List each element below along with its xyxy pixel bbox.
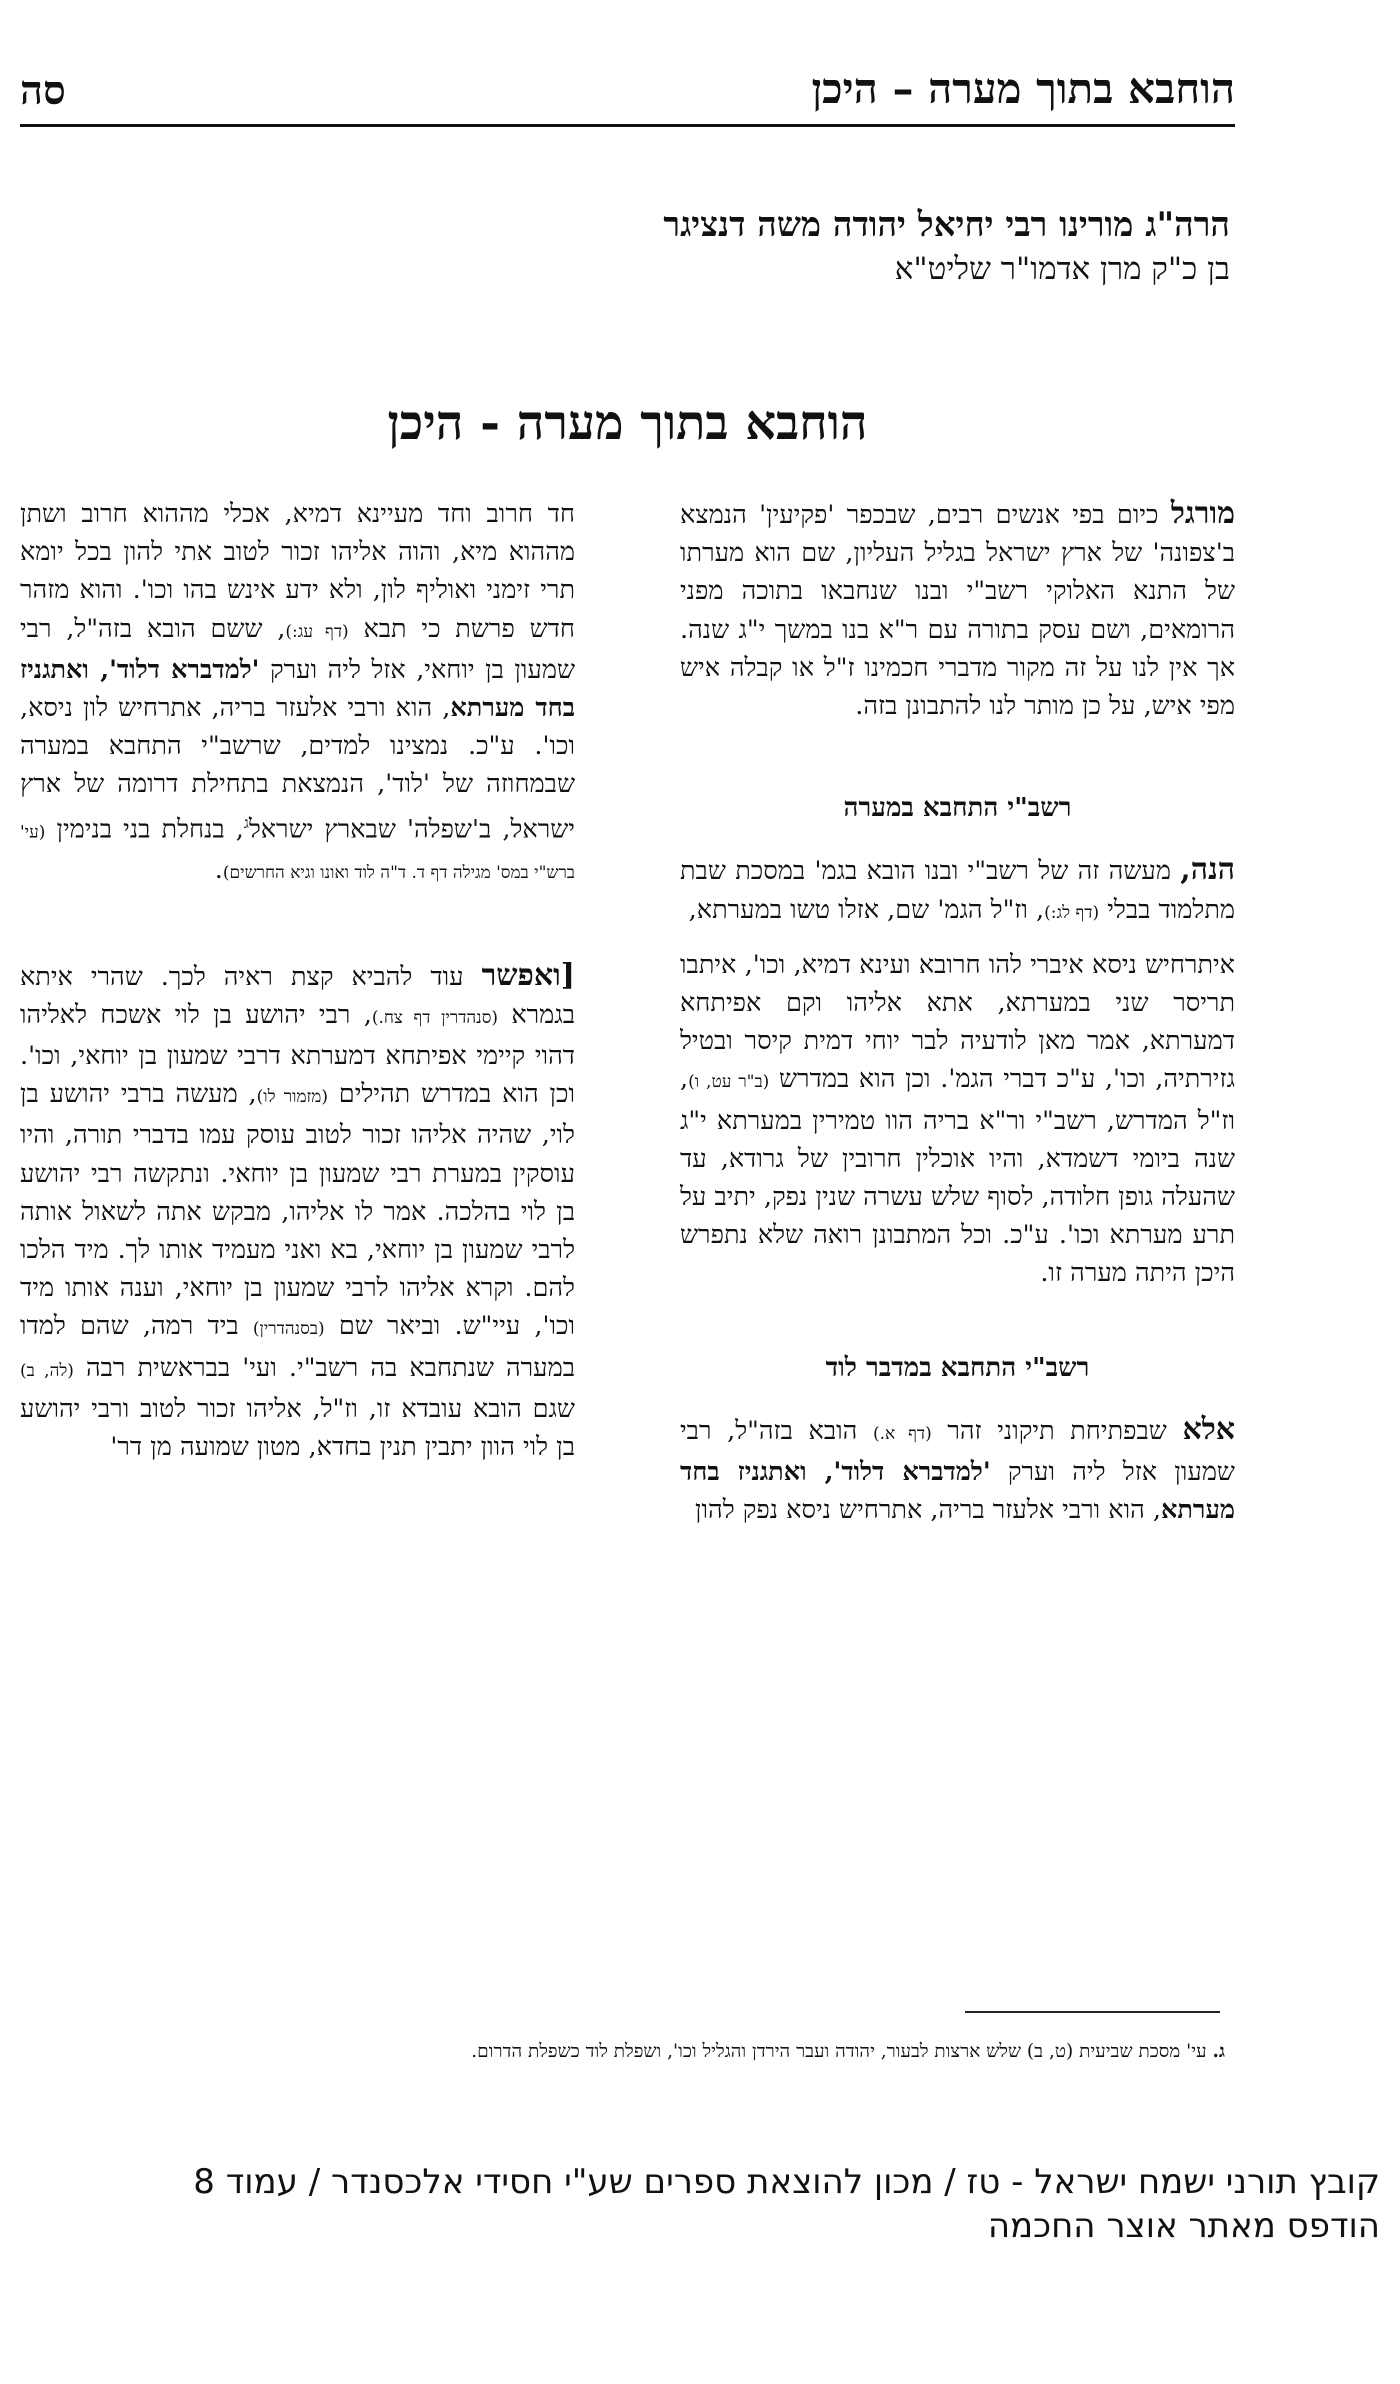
footnote-text: עי' מסכת שביעית (ט, ב) שלש ארצות לבעור, יהודה ועבר הירדן והגליל וכו', ושפלת לוד כשפלת הדרום. xyxy=(471,2041,1213,2062)
source-reference: (דף עג:) xyxy=(285,621,349,642)
footnote-marker: ג xyxy=(243,813,249,832)
paragraph-text: , ששם הובא בזה"ל, רבי שמעון בן יוחאי, אזל ליה וערק xyxy=(20,613,575,685)
footnote-marker: ג. xyxy=(1212,2041,1225,2062)
lead-word: הנה, xyxy=(1180,852,1235,888)
colophon-line-source: קובץ תורני ישמח ישראל - טז / מכון להוצאת ספרים שע"י חסידי אלכסנדר / עמוד 8 xyxy=(193,2162,1380,2202)
source-reference: (עי' ברש"י במס' מגילה דף ד. ד"ה לוד ואונו וגיא החרשים) xyxy=(20,822,575,884)
section-heading: רשב"י התחבא במערה xyxy=(843,793,1072,824)
bracket-mark: [ xyxy=(560,957,575,993)
paragraph-text: ביד רמה, שהם למדו במערה שנתחבא בה רשב"י. ועי' בבראשית רבה xyxy=(20,1311,576,1383)
right-column xyxy=(680,495,1235,1529)
left-column xyxy=(20,495,575,1466)
paragraph-text: חד חרוב וחד מעיינא דמיא, אכלי מההוא חרוב ושתן מההוא מיא, והוה אליהו זכור לטוב אתי להון בכל יומא תרי זימני ואוליף לון, ולא ידע אינש בהו וכו'. והוא מזהר חדש פרשת כי תבא xyxy=(20,499,575,644)
article-title: הוחבא בתוך מערה - היכן xyxy=(387,395,868,451)
lead-word: אלא xyxy=(1182,1411,1235,1447)
lead-word: מורגל xyxy=(1170,496,1235,531)
paragraph-text: . xyxy=(214,855,223,886)
source-reference: (מזמור לו) xyxy=(256,1087,328,1108)
section-heading: רשב"י התחבא במדבר לוד xyxy=(825,1352,1090,1383)
running-header xyxy=(20,62,1235,127)
bracketed-paragraph xyxy=(20,957,575,1467)
bold-quote: 'למדברא דלוד', ואתגניז בחד מערתא xyxy=(20,654,575,724)
colophon-line-printed: הודפס מאתר אוצר החכמה xyxy=(987,2206,1380,2246)
paragraph-text: , וז"ל המדרש, רשב"י ור"א בריה הוו טמירין במערתא י"ג שנה ביומי דשמדא, והיו אוכלין חרובין של גרודא, עד שהעלה גופן חלודה, לסוף שלש עשרה שנין נפק, יתיב על תרע מערתא וכו'. ע"כ. וכל המתבונן רואה שלא נתפרש היכן היתה מערה זו. xyxy=(680,1064,1235,1289)
source-reference: (סנהדרין דף צח.) xyxy=(371,1007,498,1028)
paragraph-text: שבפתיחת תיקוני זהר xyxy=(931,1415,1183,1446)
lead-word: ואפשר xyxy=(481,957,561,993)
continued-paragraph xyxy=(20,495,575,893)
source-reference: (בסנהדרין) xyxy=(252,1319,325,1340)
paragraph-text: , בנחלת בני בנימין xyxy=(45,814,244,845)
section1-paragraph xyxy=(680,851,1235,931)
quote-paragraph xyxy=(680,946,1235,1293)
footnote-divider xyxy=(965,2011,1220,2013)
author-subtitle: בן כ"ק מרן אדמו"ר שליט"א xyxy=(894,251,1230,287)
author-block xyxy=(230,205,1230,287)
author-name: הרה"ג מורינו רבי יחיאל יהודה משה דנציגר xyxy=(663,205,1230,245)
section2-paragraph xyxy=(680,1411,1235,1530)
paragraph-text: כיום בפי אנשים רבים, שבכפר 'פקיעין' הנמצא ב'צפונה' של ארץ ישראל בגליל העליון, שם הוא מערתו של התנא האלוקי רשב"י ובנו שנחבאו בתוכה מפני הרומאים, ושם עסק בתורה עם ר"א בנו במשך י"ג שנה. אך אין לנו על זה מקור מדברי חכמינו ז"ל או קבלה איש מפי איש, על כן מותר לנו להתבונן בזה. xyxy=(680,500,1235,722)
paragraph-text: , הוא ורבי אלעזר בריה, אתרחיש ניסא נפק להון xyxy=(695,1495,1161,1526)
paragraph-text: , רבי יהושע בן לוי אשכח לאליהו דהוי קיימי אפיתחא דמערתא דרבי שמעון בן יוחאי, וכו'. וכן הוא במדרש תהילים xyxy=(20,999,575,1110)
paragraph-text: עוד להביא קצת ראיה לכך. שהרי איתא בגמרא xyxy=(20,961,575,1030)
paragraph-text: הובא בזה"ל, רבי שמעון אזל ליה וערק xyxy=(680,1415,1235,1488)
source-reference: (לה, ב) xyxy=(20,1360,74,1381)
source-reference: (ב"ר עט, ו) xyxy=(688,1072,770,1093)
page-number: סה xyxy=(20,67,66,114)
intro-paragraph xyxy=(680,495,1235,725)
paragraph-text: מעשה זה של רשב"י ובנו הובא בגמ' במסכת שבת מתלמוד בבלי xyxy=(680,856,1235,925)
source-reference: (דף א.) xyxy=(872,1423,932,1444)
paragraph-text: איתרחיש ניסא איברי להו חרובא ועינא דמיא, וכו', איתבו תריסר שני במערתא, אתא אליהו וקם אפיתחא דמערתא, אמר מאן לודעיה לבר יוחי דמית קיסר ובטיל גזירתיה, וכו', ע"כ דברי הגמ'. וכן הוא במדרש xyxy=(680,949,1236,1095)
footnote xyxy=(65,2035,1225,2069)
paragraph-gap xyxy=(20,893,575,957)
paragraph-text: שגם הובא עובדא זו, וז"ל, אליהו זכור לטוב ורבי יהושע בן לוי הוון יתבין תנין בחדא, מטון שמועה מן דר' xyxy=(20,1393,575,1462)
paragraph-text: , מעשה ברבי יהושע בן לוי, שהיה אליהו זכור לטוב עוסק עמו בדברי תורה, והיו עוסקין במערת רבי שמעון בן יוחאי. ונתקשה רבי יהושע בן לוי בהלכה. אמר לו אליהו, מבקש אתה לשאול אותה לרבי שמעון בן יוחאי, בא ואני מעמיד אותו לך. מיד הלכו להם. וקרא אליהו לרבי שמעון בן יוחאי, וענה אותו מיד וכו', עיי"ש. וביאר שם xyxy=(20,1079,575,1342)
paragraph-text: , הוא ורבי אלעזר בריה, אתרחיש לון ניסא, וכו'. ע"כ. נמצינו למדים, שרשב"י התחבא במערה שבמחוזה של 'לוד', הנמצאת בתחילת דרומה של ארץ ישראל, ב'שפלה' שבארץ ישראל xyxy=(20,693,575,845)
paragraph-text: , וז"ל הגמ' שם, אזלו טשו במערתא, xyxy=(688,894,1045,925)
source-reference: (דף לג:) xyxy=(1044,902,1100,923)
colophon xyxy=(0,2160,1400,2248)
bold-quote: 'למדברא דלוד', ואתגניז בחד מערתא xyxy=(680,1457,1235,1526)
running-title: הוחבא בתוך מערה – היכן xyxy=(811,64,1235,113)
